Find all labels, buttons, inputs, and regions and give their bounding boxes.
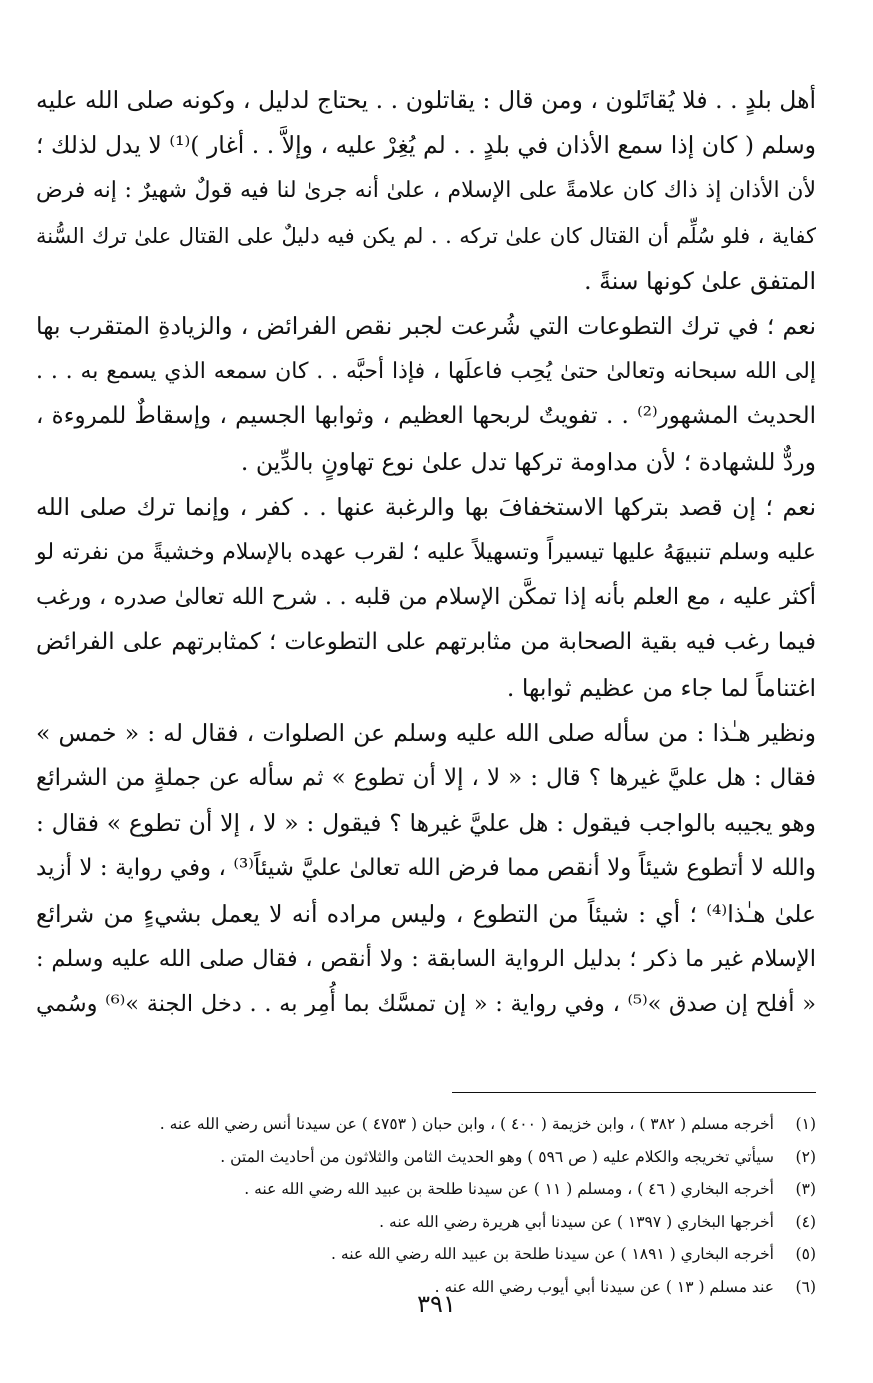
footnote-text: أخرجها البخاري ( ١٣٩٧ ) عن سيدنا أبي هريرة رضي الله عنه . — [379, 1212, 774, 1231]
footnote-text: أخرجه مسلم ( ٣٨٢ ) ، وابن خزيمة ( ٤٠٠ ) ، وابن حبان ( ٤٧٥٣ ) عن سيدنا أنس رضي الله عنه . — [159, 1115, 774, 1133]
text-line: علىٰ هـٰذا⁽⁴⁾ ؛ أي : شيئاً من التطوع ، وليس مراده أنه لا يعمل بشيءٍ من شرائع — [36, 899, 816, 928]
text-line: أهل بلدٍ . . فلا يُقاتَلون ، ومن قال : يقاتلون . . يحتاج لدليل ، وكونه صلى الله عليه — [36, 86, 816, 114]
text-line: فقال : هل عليَّ غيرها ؟ قال : « لا ، إلا أن تطوع » ثم سأله عن جملةٍ من الشرائع — [36, 765, 816, 792]
footnote-text: عند مسلم ( ١٣ ) عن سيدنا أبي أيوب رضي الله عنه . — [434, 1277, 774, 1296]
footnote-number: (٥) — [795, 1245, 816, 1264]
text-line: وهو يجيبه بالواجب فيقول : هل عليَّ غيرها ؟ فيقول : « لا ، إلا أن تطوع » فقال : — [36, 809, 816, 838]
paragraph-1 — [36, 78, 816, 304]
text-line: اغتناماً لما جاء من عظيم ثوابها . — [506, 673, 816, 702]
footnote-text: سيأتي تخريجه والكلام عليه ( ص ٥٩٦ ) وهو الحديث الثامن والثلاثون من أحاديث المتن . — [220, 1147, 774, 1166]
footnote — [60, 1108, 816, 1141]
footnote-number: (٦) — [795, 1277, 816, 1296]
footnote-number: (٢) — [795, 1147, 816, 1166]
text-line: لأن الأذان إذ ذاك كان علامةً على الإسلام ، علىٰ أنه جرىٰ لنا فيه قولٌ شهيرٌ : إنه فرض — [36, 178, 816, 204]
footnote-number: (٣) — [795, 1180, 816, 1199]
footnote — [60, 1206, 816, 1239]
paragraph-2 — [36, 304, 816, 485]
main-text — [36, 78, 816, 1027]
text-line: إلى الله سبحانه وتعالىٰ حتىٰ يُحِب فاعلَها ، فإذا أحبَّه . . كان سمعه الذي يسمع به . . . — [36, 359, 816, 385]
text-line: نعم ؛ في ترك التطوعات التي شُرعت لجبر نقص الفرائض ، والزيادةِ المتقرب بها — [36, 312, 816, 341]
text-line: « أفلح إن صدق »⁽⁵⁾ ، وفي رواية : « إن تمسَّك بما أُمِر به . . دخل الجنة »⁽⁶⁾ وسُمي — [36, 991, 816, 1018]
paragraph-4 — [36, 711, 816, 1027]
footnote-number: (٤) — [795, 1212, 816, 1231]
text-line: نعم ؛ إن قصد بتركها الاستخفافَ بها والرغبة عنها . . كفر ، وإنما ترك صلى الله — [36, 492, 816, 521]
paragraph-3 — [36, 485, 816, 711]
footnote — [60, 1173, 816, 1206]
page-number: ٣٩١ — [417, 1290, 456, 1318]
footnote-number: (١) — [795, 1115, 816, 1133]
text-line: المتفق علىٰ كونها سنةً . — [584, 266, 816, 295]
footnotes — [60, 1108, 816, 1304]
text-line: فيما رغب فيه بقية الصحابة من مثابرتهم على التطوعات ؛ كمثابرتهم على الفرائض — [36, 629, 816, 656]
text-line: أكثر عليه ، مع العلم بأنه إذا تمكَّن الإسلام من قلبه . . شرح الله تعالىٰ صدره ، ورغب — [36, 584, 816, 611]
text-line: وردٌّ للشهادة ؛ لأن مداومة تركها تدل علىٰ نوع تهاونٍ بالدِّين . — [240, 447, 816, 476]
text-line: الإسلام غير ما ذكر ؛ بدليل الرواية السابقة : ولا أنقص ، فقال صلى الله عليه وسلم : — [36, 945, 816, 972]
footnote — [60, 1238, 816, 1271]
footnote-text: أخرجه البخاري ( ٤٦ ) ، ومسلم ( ١١ ) عن سيدنا طلحة بن عبيد الله رضي الله عنه . — [244, 1180, 774, 1199]
text-line: ونظير هـٰذا : من سأله صلى الله عليه وسلم عن الصلوات ، فقال له : « خمس » — [36, 718, 816, 747]
footnote — [60, 1141, 816, 1174]
text-line: الحديث المشهور⁽²⁾ . . تفويتٌ لربحها العظيم ، وثوابها الجسيم ، وإسقاطٌ للمروءة ، — [36, 403, 816, 430]
footnote-text: أخرجه البخاري ( ١٨٩١ ) عن سيدنا طلحة بن عبيد الله رضي الله عنه . — [331, 1245, 774, 1264]
text-line: والله لا أتطوع شيئاً ولا أنقص مما فرض الله تعالىٰ عليَّ شيئاً⁽³⁾ ، وفي رواية : لا أزيد — [36, 855, 817, 882]
text-line: كفاية ، فلو سُلِّم أن القتال كان علىٰ تركه . . لم يكن فيه دليلٌ على القتال علىٰ ترك السُّنة — [36, 223, 816, 248]
text-line: عليه وسلم تنبيهَهُ عليها تيسيراً وتسهيلاً عليه ؛ لقرب عهده بالإسلام وخشيةً من نفرته لو — [36, 540, 816, 566]
text-line: وسلم ( كان إذا سمع الأذان في بلدٍ . . لم يُغِرْ عليه ، وإلاَّ . . أغار )⁽¹⁾ لا يدل لذلك ؛ — [36, 131, 816, 160]
footnote-divider — [452, 1092, 816, 1093]
page-body — [36, 78, 816, 1027]
